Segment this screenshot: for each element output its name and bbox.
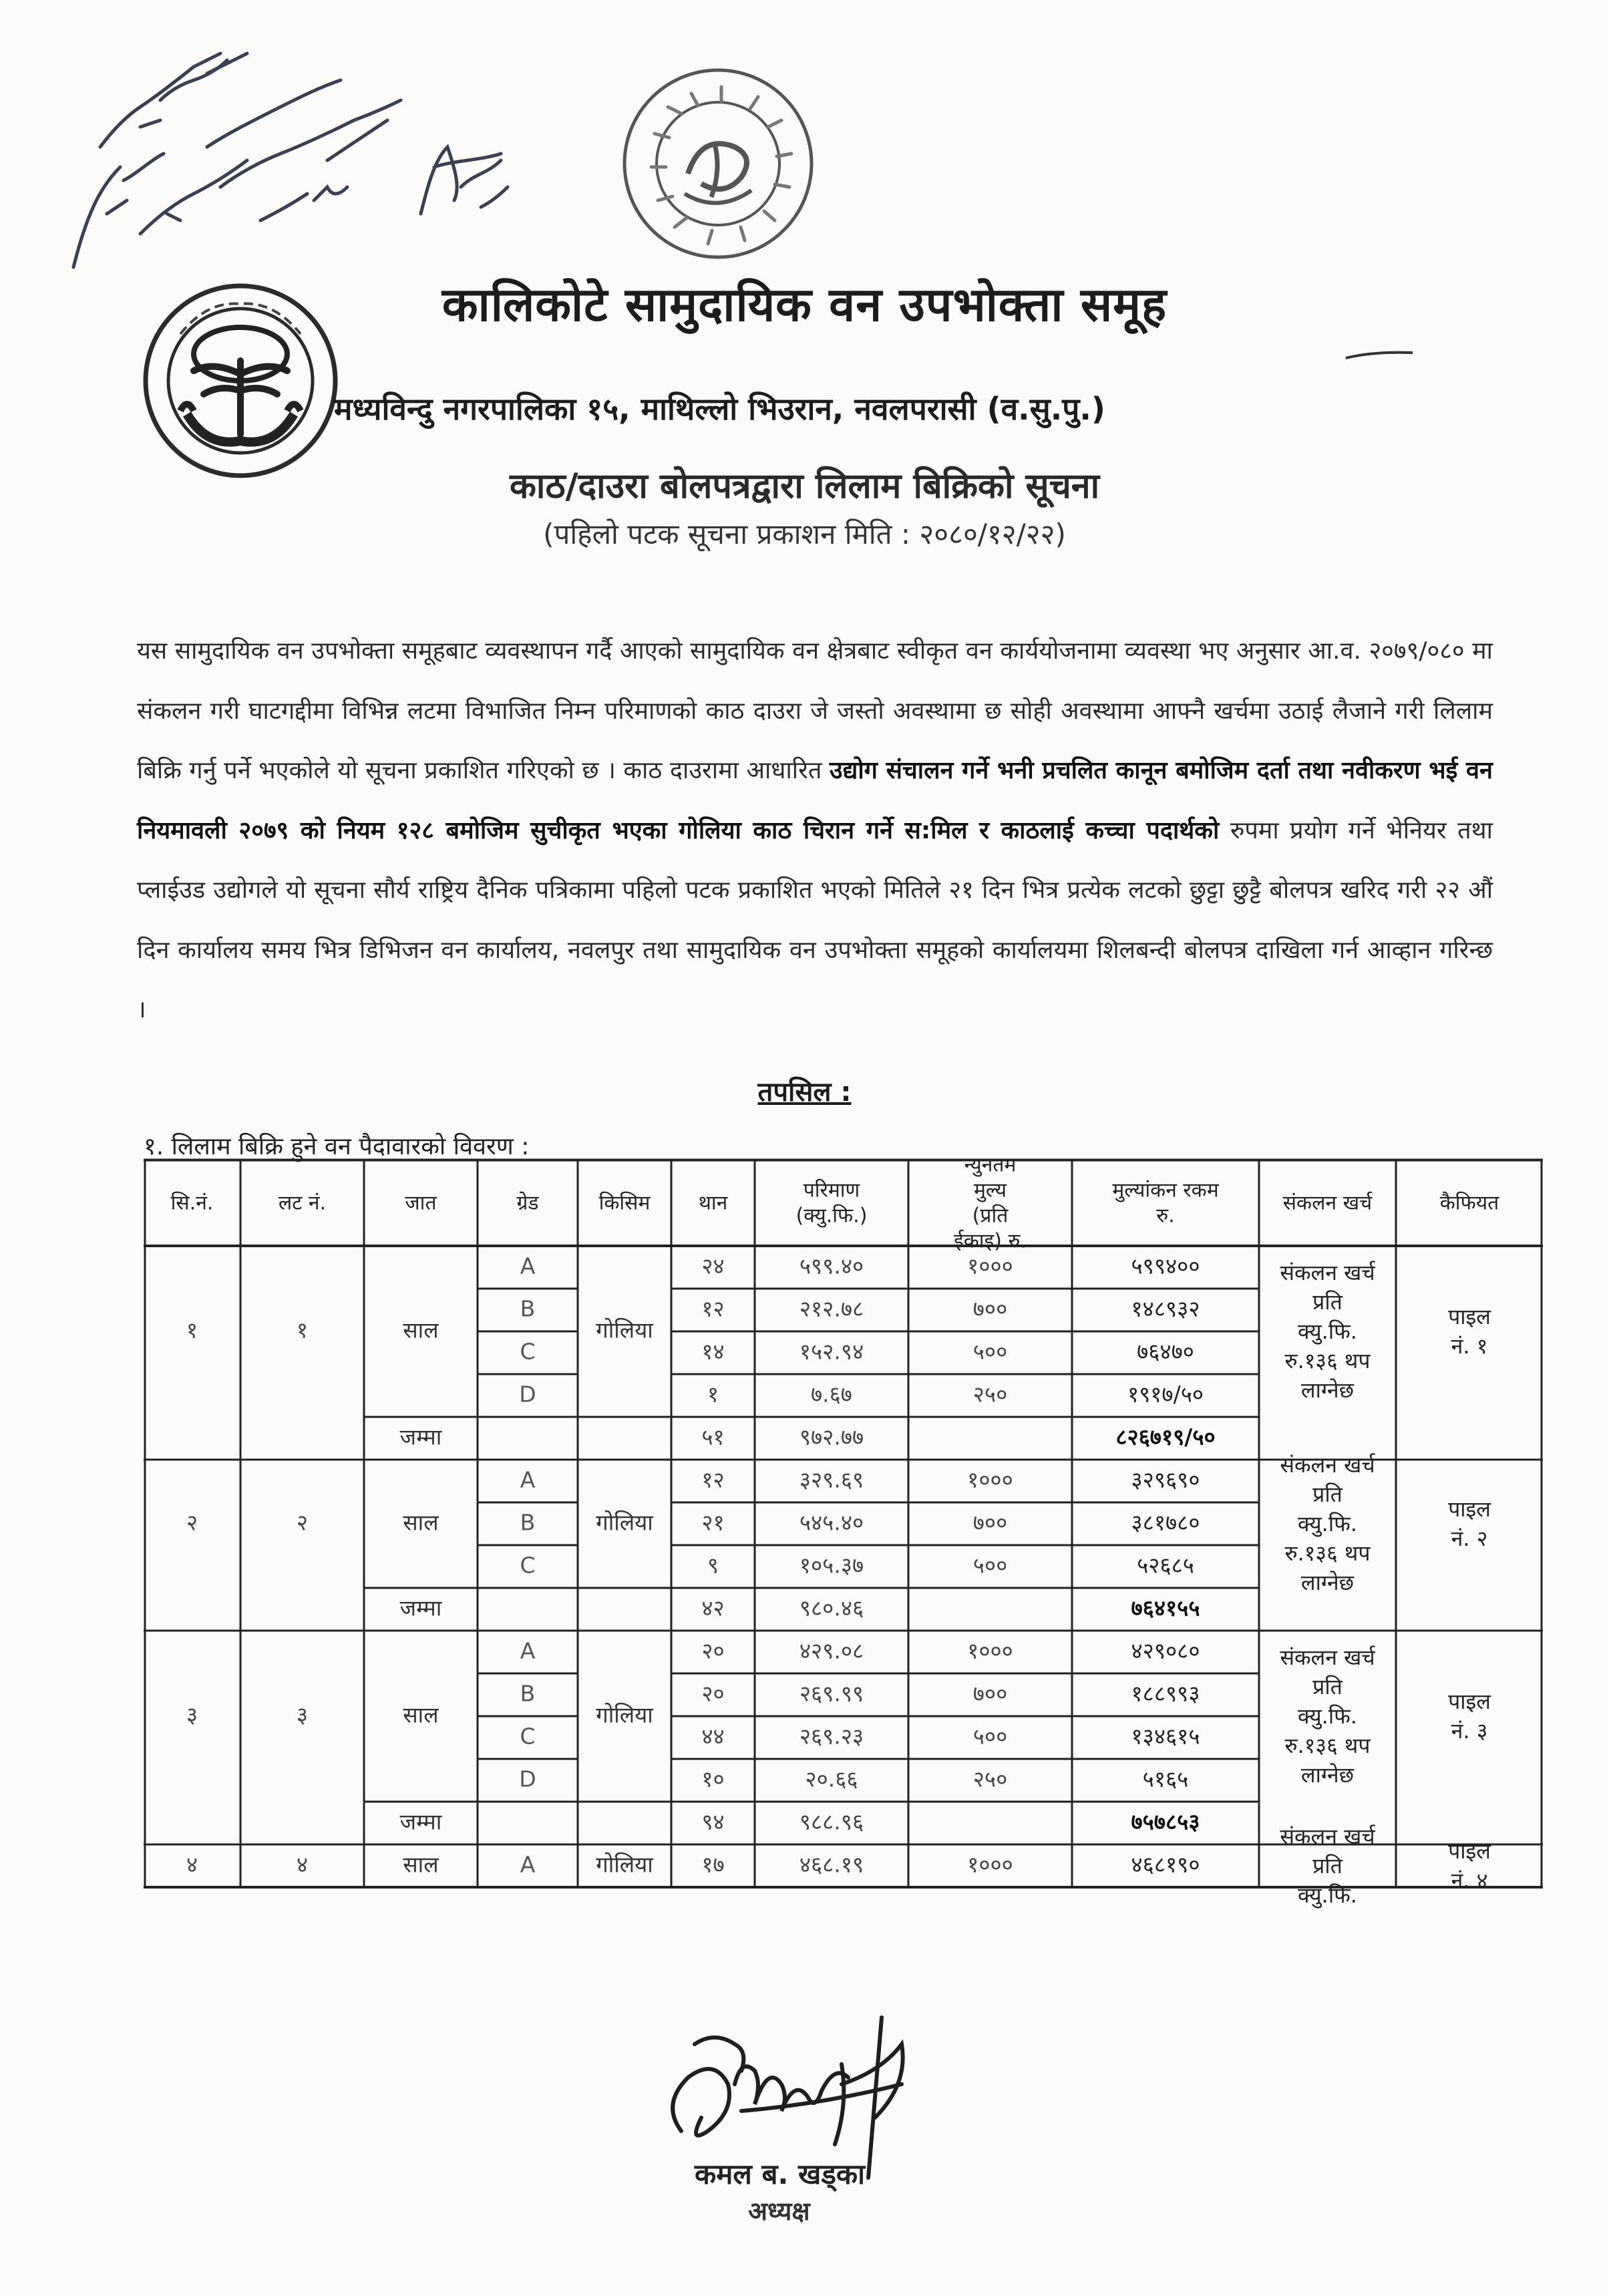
cell-grade: B xyxy=(520,1509,536,1536)
cell-total-volume: ९८०.४६ xyxy=(799,1595,864,1621)
cell-total-amount: ७५७८५३ xyxy=(1131,1808,1200,1835)
cell-pieces: २० xyxy=(701,1680,725,1707)
cell-rate: ७०० xyxy=(972,1295,1008,1322)
cell-total-pieces: ४२ xyxy=(701,1595,725,1621)
header-min-rate: न्युनतम मुल्य (प्रति ईकाइ) रु. xyxy=(954,1153,1027,1253)
cell-grade: B xyxy=(520,1680,536,1707)
cell-pieces: १४ xyxy=(701,1338,725,1365)
cell-volume: ४६८.१९ xyxy=(799,1851,864,1878)
cell-rate: ५०० xyxy=(972,1338,1008,1365)
header-collection-cost: संकलन खर्च xyxy=(1282,1191,1373,1215)
cell-volume: २६९.९९ xyxy=(799,1680,864,1707)
cell-amount: ५९९४०० xyxy=(1131,1253,1200,1279)
cell-species: साल xyxy=(403,1509,439,1536)
cell-pieces: २० xyxy=(701,1637,725,1664)
notice-body-part2: रुपमा प्रयोग गर्ने भेनियर तथा प्लाईउड उद्योगले यो सूचना सौर्य राष्ट्रिय दैनिक पत्रिकामा पहिलो पटक प्रकाशित भएको मितिले २१ दिन भित्र प्रत्येक लटको छुट्टा छुट्टै बोलपत्र खरिद गरी २२ औं दिन कार्यालय समय भित्र डिभिजन वन कार्यालय, नवलपुर तथा सामुदायिक वन उपभोक्ता समूहको कार्यालयमा शिलबन्दी बोलपत्र दाखिला गर्न आव्हान गरिन्छ । xyxy=(137,816,1493,1023)
cell-sn: ४ xyxy=(186,1851,198,1878)
cell-amount: ४२९०८० xyxy=(1131,1637,1200,1664)
header-grade: ग्रेड xyxy=(516,1191,539,1215)
cell-type: गोलिया xyxy=(596,1509,653,1536)
cell-volume: २१२.७८ xyxy=(799,1295,864,1322)
details-heading: तपसिल : xyxy=(757,1077,852,1108)
cell-amount: १९१७/५० xyxy=(1127,1381,1204,1408)
header-type: किसिम xyxy=(598,1191,651,1215)
auction-table xyxy=(144,1153,1543,1909)
cell-sn: ३ xyxy=(186,1701,198,1728)
cell-total-pieces: ९४ xyxy=(701,1808,725,1835)
cell-remark: पाइल नं. ४ xyxy=(1448,1838,1491,1894)
section-heading: १. लिलाम बिक्रि हुने वन पैदावारको विवरण : xyxy=(144,1133,530,1160)
organization-address: मध्यविन्दु नगरपालिका १५, माथिल्लो भिउरान, नवलपरासी (व.सु.पु.) xyxy=(334,391,1105,427)
notice-body xyxy=(137,621,1493,1040)
cell-pieces: २४ xyxy=(701,1253,725,1279)
cell-rate: २५० xyxy=(972,1766,1008,1792)
official-stamp xyxy=(614,60,822,267)
cell-grade: C xyxy=(520,1338,536,1365)
cell-pieces: ४४ xyxy=(701,1723,725,1750)
cell-pieces: १७ xyxy=(701,1851,725,1878)
cell-amount: ७६४७० xyxy=(1137,1338,1194,1365)
header-lot: लट नं. xyxy=(278,1191,327,1215)
cell-grade: A xyxy=(520,1253,536,1279)
cell-collection-cost: संकलन खर्च प्रति क्यु.फि. xyxy=(1280,1824,1375,1909)
cell-volume: ५४५.४० xyxy=(799,1509,864,1536)
cell-grade: D xyxy=(519,1381,536,1408)
notice-body-bold: उद्योग संचालन गर्ने भनी प्रचलित कानून बमोजिम दर्ता तथा नवीकरण भई वन नियमावली २०७९ को नियम १२८ बमोजिम सुचीकृत भएका गोलिया काठ चिरान गर्ने स:मिल र काठलाई कच्चा पदार्थको xyxy=(137,757,1493,844)
cell-rate: ७०० xyxy=(972,1680,1008,1707)
cell-lot: २ xyxy=(296,1509,309,1536)
cell-type: गोलिया xyxy=(596,1851,653,1878)
cell-total-volume: ९७२.७७ xyxy=(799,1424,864,1450)
cell-total-label: जम्मा xyxy=(399,1595,442,1621)
cell-rate: ७०० xyxy=(972,1509,1008,1536)
header-valuation: मुल्यांकन रकम रु. xyxy=(1112,1178,1219,1228)
cell-grade: C xyxy=(520,1552,536,1579)
cell-grade: C xyxy=(520,1723,536,1750)
cell-total-amount: ७६४१५५ xyxy=(1131,1595,1200,1621)
cell-pieces: ९ xyxy=(707,1552,719,1579)
cell-volume: २०.६६ xyxy=(805,1766,858,1792)
cell-lot: ४ xyxy=(296,1851,309,1878)
notice-body-part1: यस सामुदायिक वन उपभोक्ता समूहबाट व्यवस्थापन गर्दै आएको सामुदायिक वन क्षेत्रबाट स्वीकृत वन कार्ययोजनामा व्यवस्था भए अनुसार आ.व. २०७९/०८० मा संकलन गरी घाटगद्दीमा विभिन्न लटमा विभाजित निम्न परिमाणको काठ दाउरा जे जस्तो अवस्थामा छ सोही अवस्थामा आफ्नै खर्चमा उठाई लैजाने गरी लिलाम बिक्रि गर्नु पर्ने भएकोले यो सूचना प्रकाशित गरिएको छ । काठ दाउरामा आधारित xyxy=(137,637,1493,784)
cell-type: गोलिया xyxy=(596,1701,653,1728)
cell-volume: ७.६७ xyxy=(811,1381,852,1408)
cell-amount: ५२६८५ xyxy=(1137,1552,1194,1579)
cell-type: गोलिया xyxy=(596,1317,653,1343)
cell-grade: A xyxy=(520,1637,536,1664)
cell-total-pieces: ५१ xyxy=(701,1424,725,1450)
cell-volume: ४२९.०८ xyxy=(799,1637,864,1664)
cell-rate: ५०० xyxy=(972,1552,1008,1579)
cell-amount: १४८९३२ xyxy=(1131,1295,1200,1322)
cell-grade: D xyxy=(519,1766,536,1792)
cell-species: साल xyxy=(403,1701,439,1728)
cell-species: साल xyxy=(403,1851,439,1878)
cell-rate: १००० xyxy=(967,1466,1013,1493)
cell-rate: १००० xyxy=(967,1637,1013,1664)
cell-amount: ५१६५ xyxy=(1142,1766,1189,1792)
header-volume: परिमाण (क्यु.फि.) xyxy=(795,1178,868,1228)
cell-pieces: १२ xyxy=(701,1295,725,1322)
cell-volume: २६९.२३ xyxy=(799,1723,864,1750)
cell-rate: १००० xyxy=(967,1851,1013,1878)
cell-volume: १०५.३७ xyxy=(799,1552,864,1579)
cell-remark: पाइल नं. ३ xyxy=(1448,1689,1491,1744)
cell-pieces: १० xyxy=(701,1766,725,1792)
cell-sn: २ xyxy=(186,1509,198,1536)
cell-remark: पाइल नं. १ xyxy=(1448,1304,1491,1359)
notice-title: काठ/दाउरा बोलपत्रद्वारा लिलाम बिक्रिको सूचना xyxy=(509,466,1100,506)
cell-pieces: १२ xyxy=(701,1466,725,1493)
cell-sn: १ xyxy=(186,1317,198,1343)
cell-pieces: २१ xyxy=(701,1509,725,1536)
cell-grade: A xyxy=(520,1851,536,1878)
cell-total-label: जम्मा xyxy=(399,1424,442,1450)
cell-amount: ३८१७८० xyxy=(1131,1509,1200,1536)
cell-rate: ५०० xyxy=(972,1723,1008,1750)
cell-amount: ३२९६९० xyxy=(1131,1466,1200,1493)
cell-rate: २५० xyxy=(972,1381,1008,1408)
cell-amount: ४६८१९० xyxy=(1131,1851,1200,1878)
cell-volume: ५९९.४० xyxy=(799,1253,864,1279)
header-pieces: थान xyxy=(698,1191,728,1215)
cell-total-volume: ९८८.९६ xyxy=(799,1808,864,1835)
cell-lot: १ xyxy=(296,1317,309,1343)
cell-collection-cost: संकलन खर्च प्रति क्यु.फि. रु.१३६ थप लाग्नेछ xyxy=(1280,1645,1375,1788)
header-sn: सि.नं. xyxy=(170,1191,214,1215)
signatory-role: अध्यक्ष xyxy=(748,2196,810,2226)
cell-lot: ३ xyxy=(296,1701,309,1728)
cell-total-label: जम्मा xyxy=(399,1808,442,1835)
header-species: जात xyxy=(405,1191,437,1215)
notice-publication-date: (पहिलो पटक सूचना प्रकाशन मिति : २०८०/१२/२२) xyxy=(543,518,1066,550)
cell-rate: १००० xyxy=(967,1253,1013,1279)
header-remark: कैफियत xyxy=(1439,1191,1499,1215)
cell-pieces: १ xyxy=(707,1381,719,1408)
cell-collection-cost: संकलन खर्च प्रति क्यु.फि. रु.१३६ थप लाग्नेछ xyxy=(1280,1260,1375,1404)
cell-total-amount: ८२६७१९/५० xyxy=(1115,1424,1216,1450)
organization-title: कालिकोटे सामुदायिक वन उपभोक्ता समूह xyxy=(441,277,1168,332)
handwritten-note xyxy=(60,13,541,307)
cell-volume: ३२९.६९ xyxy=(799,1466,864,1493)
cell-amount: १३४६१५ xyxy=(1131,1723,1200,1750)
cell-collection-cost: संकलन खर्च प्रति क्यु.फि. रु.१३६ थप लाग्नेछ xyxy=(1280,1452,1375,1596)
cell-amount: १८८९९३ xyxy=(1131,1680,1200,1707)
cell-grade: A xyxy=(520,1466,536,1493)
cell-volume: १५२.९४ xyxy=(799,1338,864,1365)
cell-species: साल xyxy=(403,1317,439,1343)
signatory-name: कमल ब. खड्का xyxy=(695,2158,865,2190)
cell-grade: B xyxy=(520,1295,536,1322)
pen-mark xyxy=(1343,349,1416,362)
cell-remark: पाइल नं. २ xyxy=(1448,1496,1491,1552)
